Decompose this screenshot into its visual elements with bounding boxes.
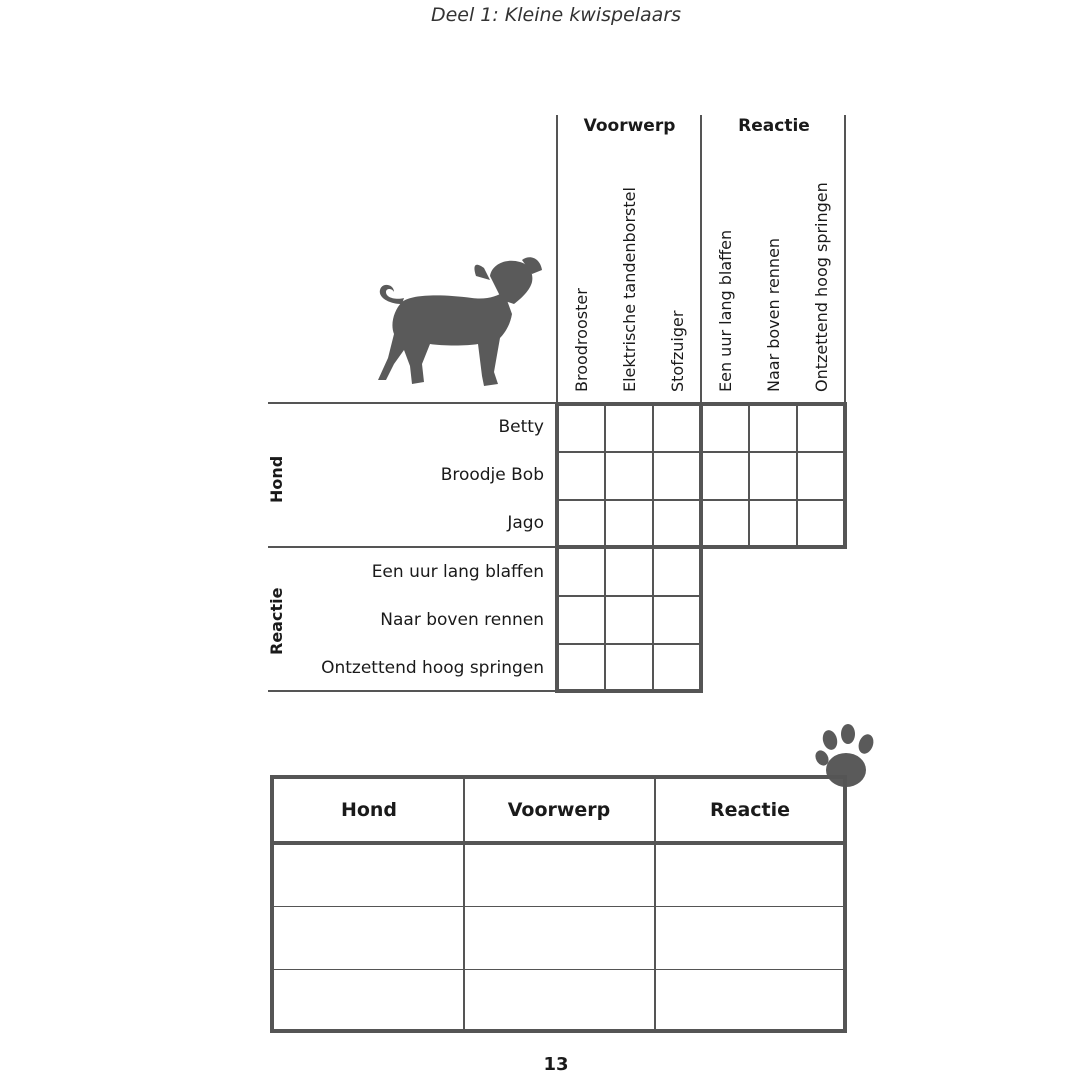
page-title: Deel 1: Kleine kwispelaars bbox=[430, 4, 682, 26]
column-label: Naar boven rennen bbox=[764, 237, 783, 392]
row-label: Jago bbox=[507, 513, 544, 533]
row-group-reactie: Reactie bbox=[267, 587, 286, 655]
grid-block-hond-reactie bbox=[699, 402, 847, 549]
column-group-voorwerp: Voorwerp bbox=[583, 116, 676, 136]
column-label: Elektrische tandenborstel bbox=[620, 187, 639, 392]
row-group-divider bbox=[268, 402, 558, 404]
answer-row-divider bbox=[274, 969, 843, 970]
grid-block-reactie-voorwerp bbox=[555, 545, 703, 693]
row-group-hond: Hond bbox=[267, 455, 286, 503]
page-number: 13 bbox=[543, 1054, 569, 1075]
answer-row-divider bbox=[274, 906, 843, 907]
row-label: Een uur lang blaffen bbox=[371, 562, 544, 582]
answer-column-divider bbox=[463, 779, 465, 1029]
answer-header-voorwerp: Voorwerp bbox=[507, 799, 611, 821]
answer-header-divider bbox=[274, 841, 843, 845]
header-divider bbox=[844, 115, 846, 405]
row-label: Betty bbox=[498, 417, 544, 437]
column-group-reactie: Reactie bbox=[738, 116, 810, 136]
answer-table bbox=[270, 775, 847, 1033]
row-label: Naar boven rennen bbox=[380, 610, 544, 630]
row-label: Ontzettend hoog springen bbox=[321, 658, 544, 678]
answer-column-divider bbox=[654, 779, 656, 1029]
header-divider bbox=[556, 115, 558, 405]
header-divider bbox=[700, 115, 702, 405]
column-label: Ontzettend hoog springen bbox=[812, 182, 831, 392]
row-group-divider bbox=[268, 546, 558, 548]
answer-header-reactie: Reactie bbox=[709, 799, 791, 821]
answer-header-hond: Hond bbox=[340, 799, 398, 821]
dog-silhouette-icon bbox=[372, 254, 544, 390]
grid-block-hond-voorwerp bbox=[555, 402, 703, 549]
column-label: Een uur lang blaffen bbox=[716, 229, 735, 392]
column-label: Broodrooster bbox=[572, 288, 591, 392]
row-label: Broodje Bob bbox=[440, 465, 544, 485]
row-group-divider bbox=[268, 690, 558, 692]
column-label: Stofzuiger bbox=[668, 310, 687, 392]
